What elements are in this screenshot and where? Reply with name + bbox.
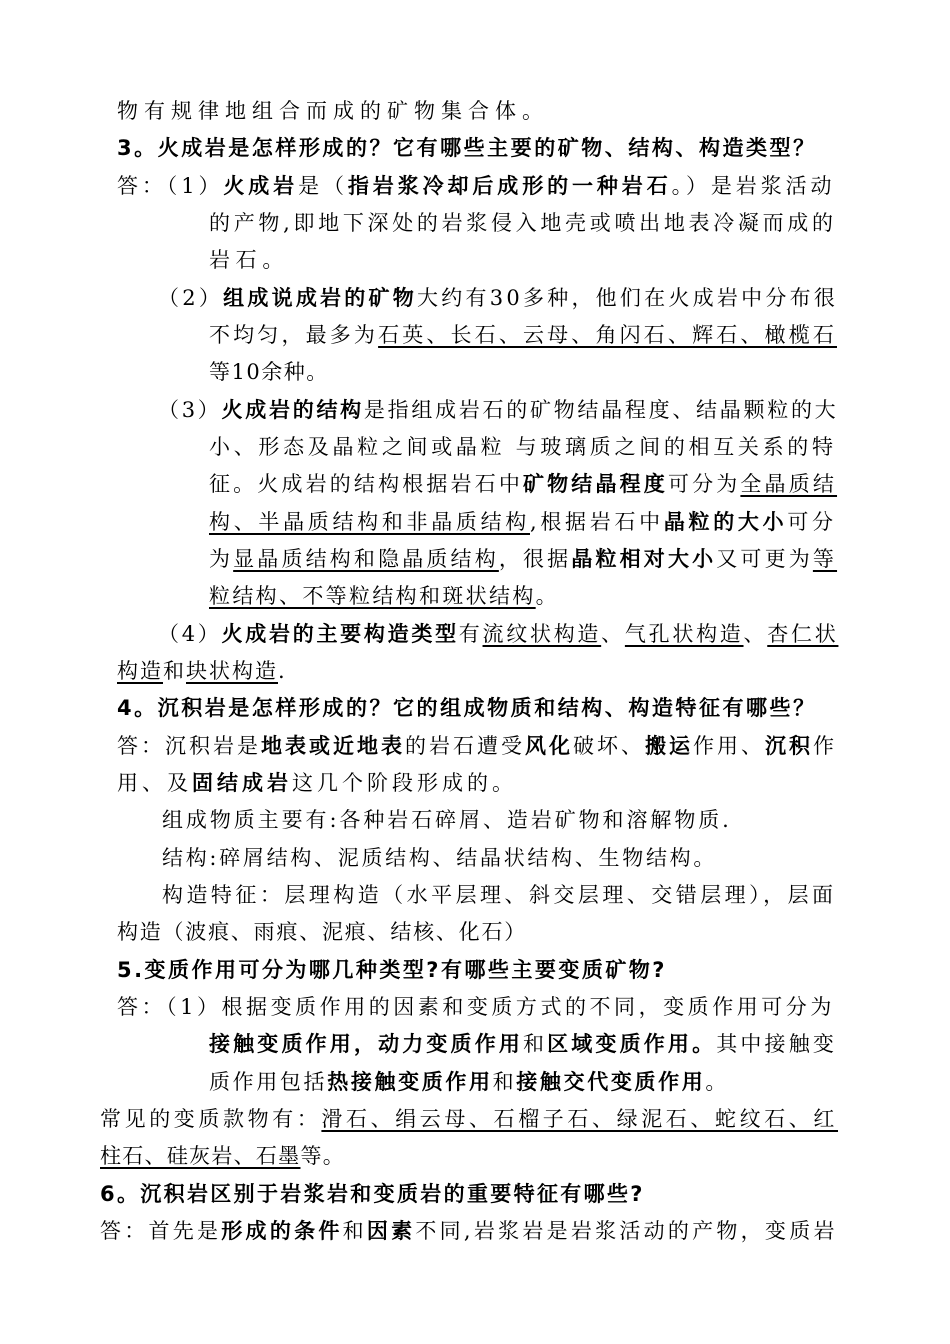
- underlined-term: 等: [812, 547, 838, 571]
- text-span: 用、及: [117, 771, 192, 795]
- bold-term: 区域变质作用。: [547, 1032, 717, 1056]
- text-line: [209, 582, 559, 610]
- underlined-term: 流纹状构造: [482, 622, 602, 646]
- bold-term: 指岩浆冷却后成形的一种岩石: [347, 174, 672, 198]
- text-span: 可分为: [667, 472, 741, 496]
- bold-term: 接触交代变质作用: [516, 1070, 706, 1094]
- text-line: [158, 620, 838, 648]
- text-line: 岩石。: [209, 248, 289, 272]
- bold-term: 热接触变质作用: [327, 1070, 493, 1094]
- text-span: 是（: [298, 174, 348, 198]
- text-line: [209, 545, 837, 573]
- text-line: [158, 396, 838, 424]
- text-span: （2）: [158, 286, 224, 310]
- text-span: 和: [163, 659, 186, 683]
- text-span: 又可更为: [716, 547, 813, 571]
- text-span: 可分: [787, 510, 837, 534]
- text-span: 不均匀，最多为: [209, 323, 379, 347]
- bold-term: 组成说成岩的矿物: [223, 286, 418, 310]
- text-span: 的岩石遭受: [405, 734, 525, 758]
- bold-term: 风化: [525, 734, 573, 758]
- bold-term: 矿物结晶程度: [523, 472, 668, 496]
- underlined-term: 杏仁状: [767, 622, 839, 646]
- bold-term: 搬运: [645, 734, 693, 758]
- text-span: （4）: [158, 622, 222, 646]
- text-line: [158, 284, 838, 312]
- text-span: 等。: [300, 1144, 346, 1168]
- text-line: 组成物质主要有:各种岩石碎屑、造岩矿物和溶解物质.: [162, 808, 732, 832]
- text-line: 的产物,即地下深处的岩浆侵入地壳或喷出地表冷凝而成的: [209, 211, 837, 235]
- text-line: 构造特征：层理构造（水平层理、斜交层理、交错层理），层面: [162, 883, 837, 907]
- text-span: 作: [813, 734, 837, 758]
- text-line: [117, 732, 837, 760]
- text-span: 是指组成岩石的矿物结晶程度、结晶颗粒的大: [363, 398, 839, 422]
- bold-term: 火成岩: [223, 174, 299, 198]
- underlined-term: 构、半晶质结构和非晶质结构: [209, 510, 530, 534]
- bold-term: 形成的条件: [221, 1219, 343, 1243]
- text-line: [100, 1142, 345, 1170]
- text-line: 小、形态及晶粒之间或晶粒 与玻璃质之间的相互关系的特: [209, 435, 837, 459]
- text-span: 质作用包括: [209, 1070, 328, 1094]
- text-line: [117, 769, 517, 797]
- underlined-term: 柱石、硅灰岩、石墨: [100, 1144, 301, 1168]
- text-span: （3）: [158, 398, 222, 422]
- text-span: 和: [342, 1219, 367, 1243]
- underlined-term: 气孔状构造: [624, 622, 744, 646]
- text-line: [100, 1217, 838, 1245]
- text-span: 和: [492, 1070, 517, 1094]
- text-line: 结构:碎屑结构、泥质结构、结晶状结构、生物结构。: [162, 846, 718, 870]
- text-line: [209, 470, 837, 498]
- underlined-term: 块状构造: [186, 659, 278, 683]
- bold-term: 地表或近地表: [261, 734, 405, 758]
- text-line: 构造（波痕、雨痕、泥痕、结核、化石）: [117, 920, 527, 944]
- text-span: 这几个阶段形成的。: [292, 771, 517, 795]
- text-span: .: [278, 659, 287, 683]
- underlined-term: 粒结构、不等粒结构和斑状结构: [209, 584, 536, 608]
- text-span: ，很据: [498, 547, 572, 571]
- question-heading: 6。沉积岩区别于岩浆岩和变质岩的重要特征有哪些?: [100, 1182, 645, 1206]
- question-heading: 4。沉积岩是怎样形成的？它的组成物质和结构、构造特征有哪些？: [117, 696, 817, 720]
- underlined-term: 滑石、绢云母、石榴子石、绿泥石、蛇纹石、红: [321, 1107, 839, 1131]
- text-span: 、: [743, 622, 768, 646]
- underlined-term: 构造: [117, 659, 163, 683]
- text-line: [209, 321, 837, 349]
- text-span: 答：首先是: [100, 1219, 222, 1243]
- text-line: [117, 172, 835, 200]
- bold-term: 沉积: [765, 734, 813, 758]
- bold-term: 固结成岩: [192, 771, 292, 795]
- bold-term: 晶粒的大小: [663, 510, 788, 534]
- text-span: 破坏、: [573, 734, 645, 758]
- text-span: 常见的变质款物有：: [100, 1107, 322, 1131]
- text-line: [117, 657, 287, 685]
- text-span: 为: [209, 547, 234, 571]
- text-line: 等10余种。: [209, 360, 329, 384]
- text-span: 答：沉积岩是: [117, 734, 261, 758]
- text-line: [100, 1105, 838, 1133]
- bold-term: 晶粒相对大小: [571, 547, 717, 571]
- text-span: 其中接触变: [716, 1032, 838, 1056]
- text-span: 。: [535, 584, 560, 608]
- text-line: 答：（1）根据变质作用的因素和变质方式的不同，变质作用可分为: [117, 995, 835, 1019]
- underlined-term: 显晶质结构和隐晶质结构: [233, 547, 499, 571]
- text-span: 有: [458, 622, 483, 646]
- text-span: 作用、: [693, 734, 765, 758]
- bold-term: 接触变质作用，动力变质作用: [209, 1032, 523, 1056]
- text-span: 。）是岩浆活动: [671, 174, 836, 198]
- text-line: [209, 1068, 729, 1096]
- text-span: 不同,岩浆岩是岩浆活动的产物，变质岩: [415, 1219, 838, 1243]
- text-span: 大约有30多种，他们在火成岩中分布很: [417, 286, 839, 310]
- bold-term: 火成岩的结构: [221, 398, 364, 422]
- text-span: 和: [523, 1032, 548, 1056]
- bold-term: 因素: [366, 1219, 416, 1243]
- text-span: ,根据岩石中: [530, 510, 664, 534]
- text-span: 、: [601, 622, 625, 646]
- bold-term: 火成岩的主要构造类型: [221, 622, 459, 646]
- question-heading: 5.变质作用可分为哪几种类型?有哪些主要变质矿物?: [117, 958, 667, 982]
- text-span: 答：（1）: [117, 174, 224, 198]
- question-heading: 3。火成岩是怎样形成的？它有哪些主要的矿物、结构、构造类型？: [117, 136, 817, 160]
- text-line: [209, 1030, 837, 1058]
- text-span: 征。火成岩的结构根据岩石中: [209, 472, 523, 496]
- text-line: 物有规律地组合而成的矿物集合体。: [117, 99, 549, 123]
- text-line: [209, 508, 837, 536]
- underlined-term: 全晶质结: [740, 472, 838, 496]
- underlined-term: 石英、长石、云母、角闪石、辉石、橄榄石: [378, 323, 837, 347]
- text-span: 。: [705, 1070, 730, 1094]
